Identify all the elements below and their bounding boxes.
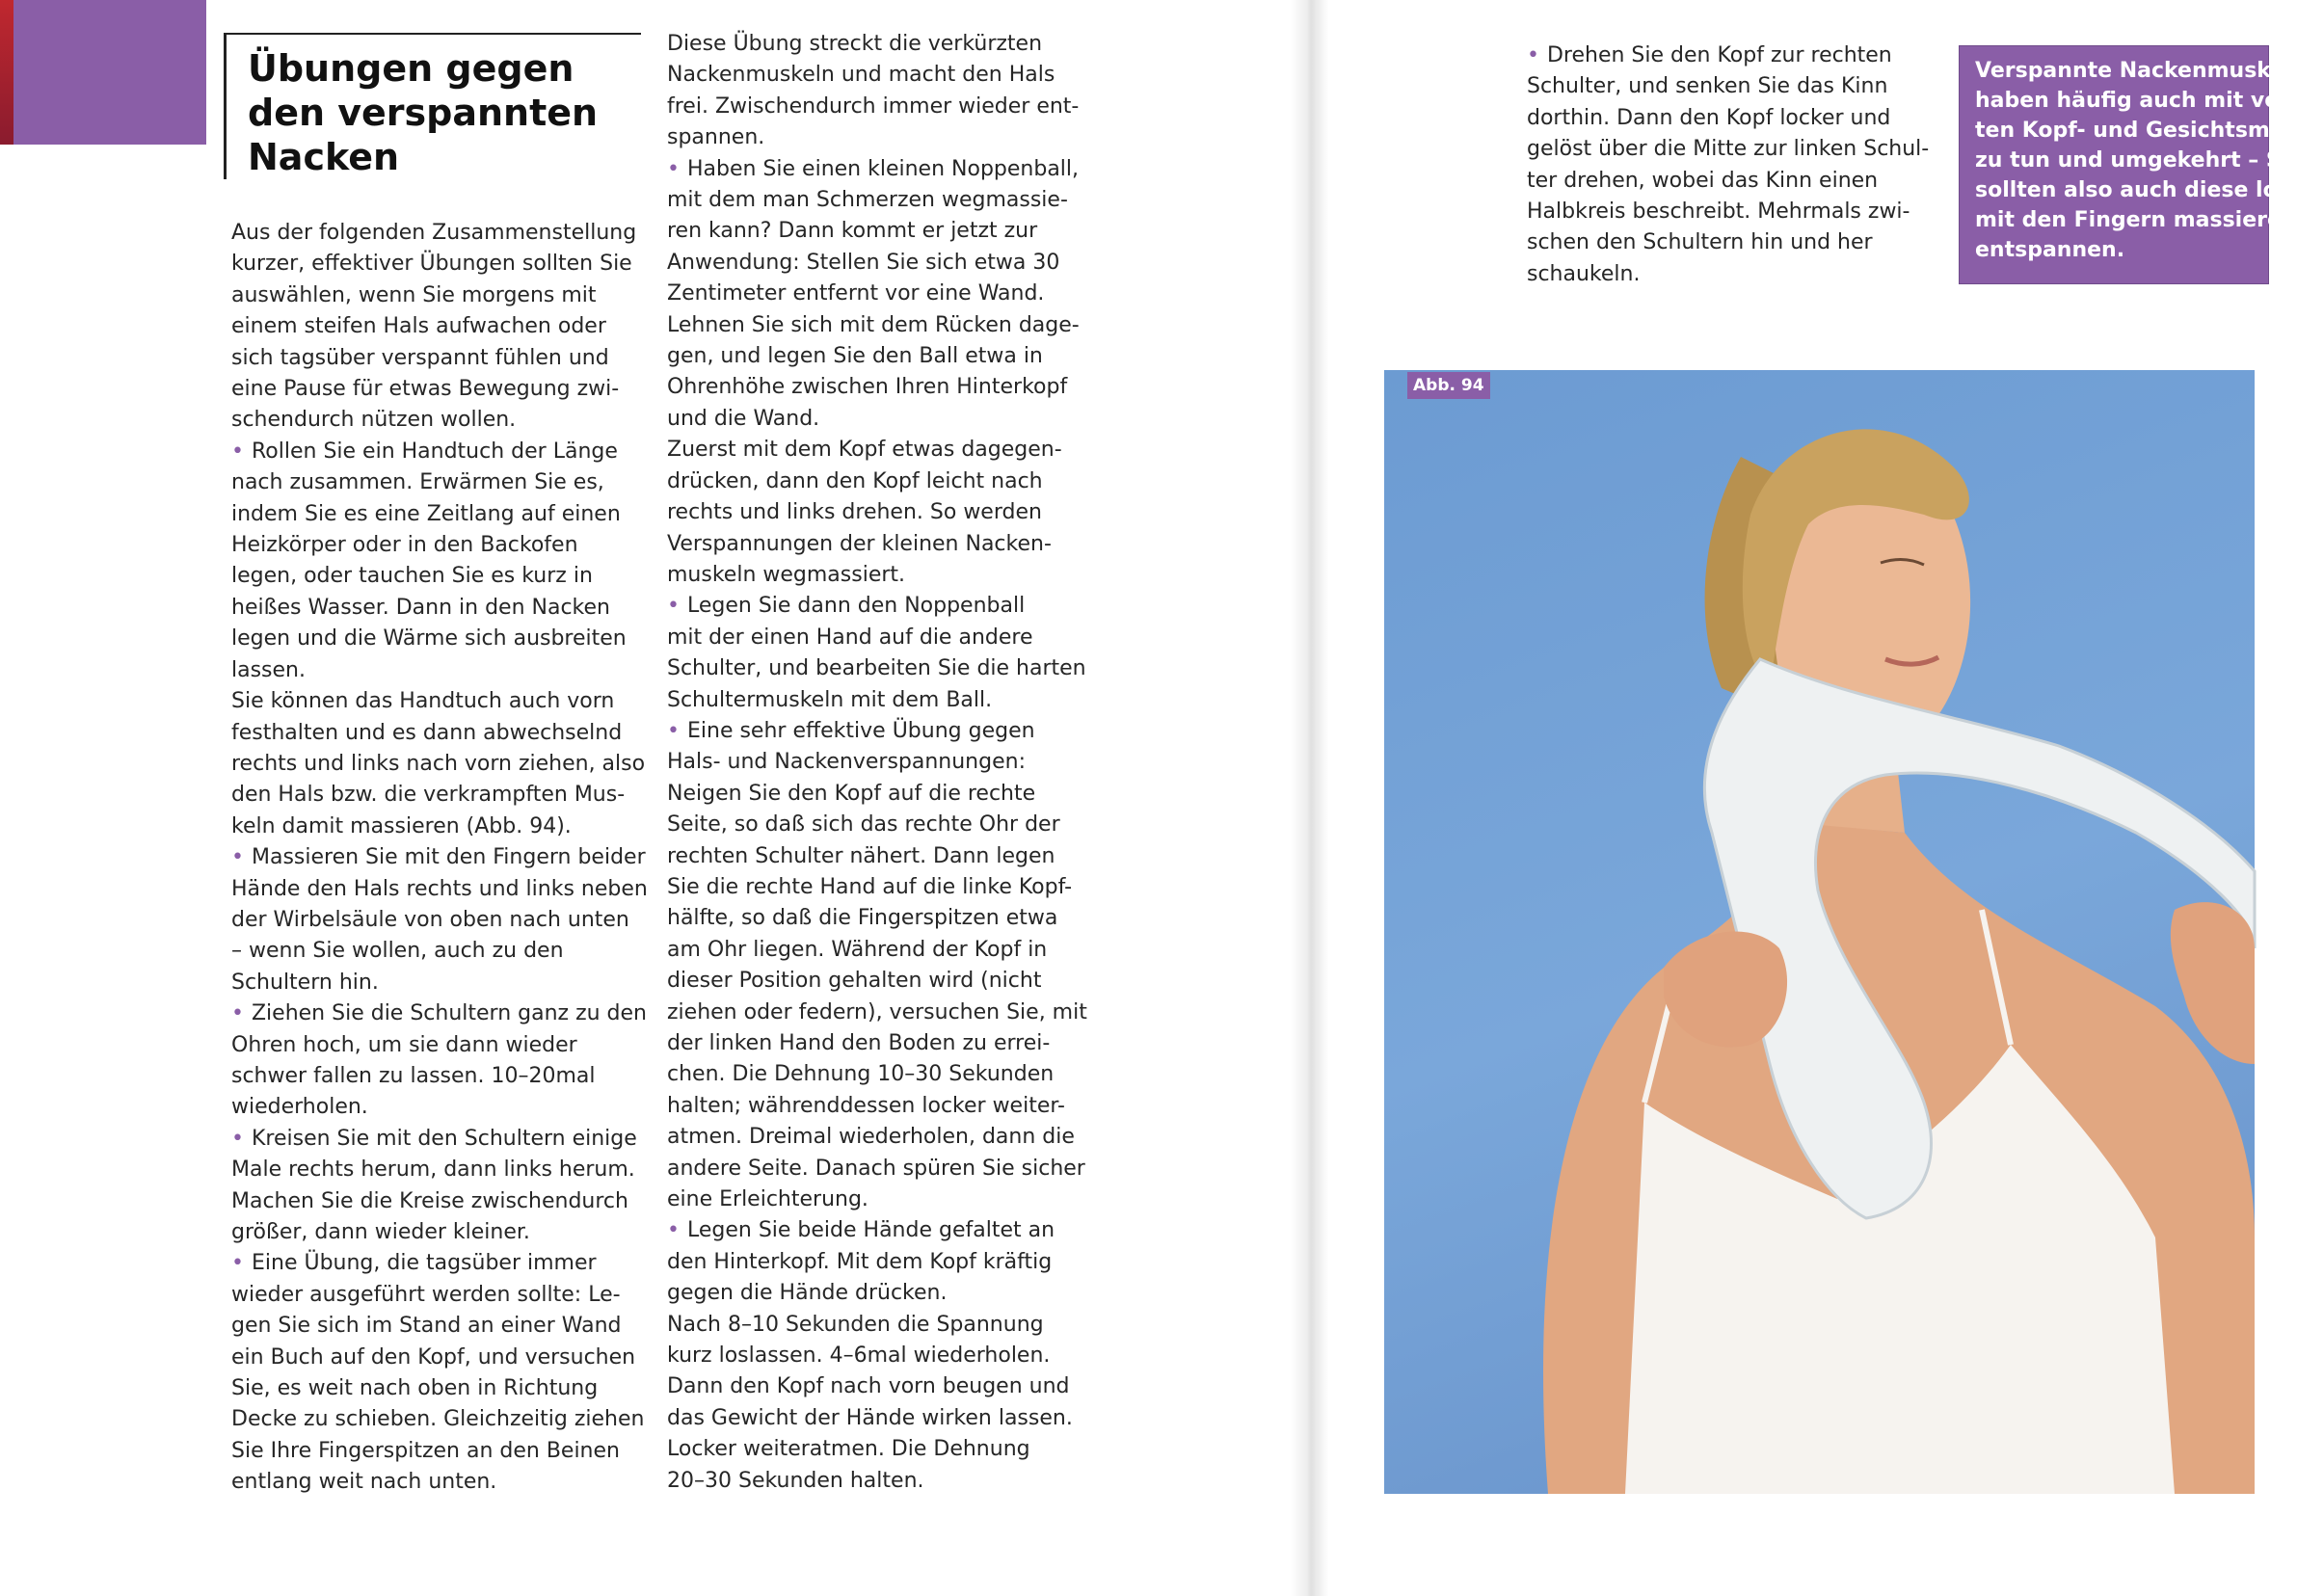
page-fold — [1290, 0, 1328, 1596]
text-line — [231, 624, 636, 654]
line-text: kurz loslassen. 4–6mal wiederholen. — [667, 1343, 1051, 1369]
text-line — [667, 154, 1082, 185]
bullet-icon: • — [667, 156, 680, 181]
text-line — [667, 841, 1082, 872]
bullet-icon: • — [667, 1218, 680, 1243]
text-line — [667, 1154, 1085, 1184]
bullet-icon: • — [667, 594, 680, 619]
corner-color-block — [13, 0, 206, 145]
line-text: Sie die rechte Hand auf die linke Kopf- — [667, 874, 1073, 899]
line-text: Ohrenhöhe zwischen Ihren Hinterkopf — [667, 375, 1068, 400]
line-text: rechts und links drehen. So werden — [667, 500, 1042, 525]
text-line — [1527, 197, 1922, 227]
line-text: heißes Wasser. Dann in den Nacken — [231, 595, 610, 620]
line-text: Sie Ihre Fingerspitzen an den Beinen — [231, 1438, 620, 1463]
text-line — [667, 935, 1082, 966]
line-text: frei. Zwischendurch immer wieder ent- — [667, 93, 1080, 119]
bullet-icon: • — [231, 845, 244, 870]
line-text: Ohren hoch, um sie dann wieder — [231, 1032, 577, 1057]
text-line — [667, 685, 1082, 716]
line-text: Halbkreis beschreibt. Mehrmals zwi- — [1527, 200, 1910, 225]
text-line — [667, 1466, 1082, 1497]
line-text: – wenn Sie wollen, auch zu den — [231, 939, 564, 964]
line-text: Heizkörper oder in den Backofen — [231, 533, 578, 558]
text-line — [231, 374, 636, 405]
line-text: schaukeln. — [1527, 261, 1641, 286]
text-line — [1527, 259, 1922, 290]
text-line — [231, 998, 648, 1029]
line-text: legen und die Wärme sich ausbreiten — [231, 626, 627, 652]
text-line — [231, 780, 636, 811]
text-line — [667, 529, 1082, 560]
line-text: gen Sie sich im Stand an einer Wand — [231, 1314, 622, 1339]
line-text: gelöst über die Mitte zur linken Schul- — [1527, 137, 1930, 162]
line-text: ziehen oder federn), versuchen Sie, mit — [667, 999, 1087, 1024]
line-text: Locker weiteratmen. Die Dehnung — [667, 1437, 1030, 1462]
text-line — [231, 1092, 636, 1123]
line-text: muskeln wegmassiert. — [667, 562, 906, 587]
line-text: Zuerst mit dem Kopf etwas dagegen- — [667, 438, 1062, 463]
page-title: Übungen gegen den verspannten Nacken — [248, 47, 599, 178]
text-line — [231, 530, 636, 561]
text-line — [1527, 134, 1930, 165]
text-line — [667, 435, 1082, 466]
text-line — [667, 497, 1082, 528]
text-line — [667, 716, 1082, 747]
line-text: auswählen, wenn Sie morgens mit — [231, 282, 597, 307]
text-line — [667, 466, 1082, 497]
line-text: 20–30 Sekunden halten. — [667, 1468, 924, 1493]
text-line — [231, 655, 636, 686]
line-text: Zentimeter entfernt vor eine Wand. — [667, 281, 1045, 306]
line-text: andere Seite. Danach spüren Sie sicher — [667, 1156, 1085, 1181]
callout-line: ten Kopf- und Gesichtsmu — [1975, 119, 2285, 143]
line-text: keln damit massieren (Abb. 94). — [231, 813, 572, 838]
line-text: eine Erleichterung. — [667, 1187, 868, 1212]
line-text: der Wirbelsäule von oben nach unten — [231, 907, 629, 932]
text-line — [667, 560, 1082, 591]
line-text: schwer fallen zu lassen. 10–20mal — [231, 1063, 596, 1088]
text-line — [667, 1122, 1082, 1153]
line-text: Massieren Sie mit den Fingern beider — [251, 845, 646, 870]
callout-text — [1975, 56, 2297, 265]
callout-line: haben häufig auch mit ve — [1975, 89, 2280, 113]
text-column-2 — [667, 29, 1087, 1497]
text-line — [667, 372, 1082, 403]
line-text: gegen die Hände drücken. — [667, 1281, 948, 1306]
text-line — [231, 968, 636, 998]
line-text: Nach 8–10 Sekunden die Spannung — [667, 1312, 1044, 1337]
text-line — [667, 248, 1082, 279]
line-text: den Hals bzw. die verkrampften Mus- — [231, 783, 626, 808]
text-line — [667, 1091, 1082, 1122]
line-text: kurzer, effektiver Übungen sollten Sie — [231, 252, 632, 277]
text-line — [231, 561, 636, 592]
text-line — [667, 122, 1082, 153]
text-line — [667, 779, 1082, 810]
bullet-icon: • — [231, 1126, 244, 1151]
text-line — [231, 874, 648, 905]
text-line — [667, 404, 1082, 435]
line-text: wiederholen. — [231, 1095, 368, 1120]
text-line — [667, 29, 1082, 60]
text-line — [667, 591, 1082, 622]
line-text: Aus der folgenden Zusammenstellung — [231, 221, 637, 245]
line-text: wieder ausgeführt werden sollte: Le- — [231, 1282, 621, 1307]
line-text: der linken Hand den Boden zu errei- — [667, 1031, 1051, 1055]
line-text: sich tagsüber verspannt fühlen und — [231, 345, 609, 370]
text-line — [667, 279, 1082, 309]
line-text: legen, oder tauchen Sie es kurz in — [231, 564, 593, 589]
text-line — [231, 1124, 636, 1155]
text-line — [231, 718, 636, 749]
text-line — [231, 218, 636, 249]
line-text: Machen Sie die Kreise zwischendurch — [231, 1188, 628, 1213]
text-line — [231, 1373, 636, 1404]
text-line — [231, 1436, 636, 1467]
line-text: Schultermuskeln mit dem Ball. — [667, 687, 993, 712]
text-line — [667, 966, 1082, 997]
line-text: dorthin. Dann den Kopf locker und — [1527, 105, 1891, 130]
text-line — [231, 842, 646, 873]
line-text: Drehen Sie den Kopf zur rechten — [1546, 43, 1892, 67]
text-line — [667, 1278, 1082, 1309]
text-line — [231, 405, 636, 436]
line-text: halten; währenddessen locker weiter- — [667, 1093, 1065, 1118]
text-line — [1527, 166, 1922, 197]
line-text: Legen Sie beide Hände gefaltet an — [686, 1218, 1055, 1243]
text-line — [667, 1215, 1082, 1246]
text-line — [1527, 40, 1922, 71]
bullet-icon: • — [231, 1001, 244, 1026]
text-line — [667, 1028, 1082, 1059]
line-text: mit der einen Hand auf die andere — [667, 625, 1033, 650]
line-text: Sie können das Handtuch auch vorn — [231, 689, 615, 714]
text-line — [231, 1311, 636, 1342]
line-text: Legen Sie dann den Noppenball — [686, 594, 1026, 619]
text-line — [1527, 71, 1922, 102]
text-line — [667, 903, 1082, 934]
text-line — [231, 1186, 636, 1217]
line-text: ein Buch auf den Kopf, und versuchen — [231, 1344, 636, 1370]
line-text: rechten Schulter nähert. Dann legen — [667, 843, 1055, 868]
line-text: chen. Die Dehnung 10–30 Sekunden — [667, 1062, 1055, 1087]
text-line — [231, 249, 636, 279]
text-line — [1527, 227, 1922, 258]
text-line — [667, 872, 1082, 903]
figure-photo — [1384, 370, 2255, 1494]
line-text: Seite, so daß sich das rechte Ohr der — [667, 812, 1060, 838]
text-line — [231, 437, 636, 467]
text-line — [231, 280, 636, 311]
line-text: Schulter, und senken Sie das Kinn — [1527, 74, 1888, 99]
text-line — [1527, 103, 1922, 134]
text-line — [231, 1217, 636, 1248]
text-line — [231, 1343, 636, 1373]
line-text: Kreisen Sie mit den Schultern einige — [251, 1126, 637, 1151]
line-text: schendurch nützen wollen. — [231, 408, 517, 433]
callout-line: sollten also auch diese lo — [1975, 178, 2278, 202]
text-line — [231, 499, 636, 530]
text-line — [231, 1155, 636, 1185]
line-text: den Hinterkopf. Mit dem Kopf kräftig — [667, 1249, 1053, 1274]
text-line — [667, 1310, 1082, 1341]
text-line — [667, 310, 1082, 341]
line-text: lassen. — [231, 657, 306, 682]
text-line — [667, 998, 1087, 1028]
line-text: mit dem man Schmerzen wegmassie- — [667, 188, 1068, 213]
line-text: entlang weit nach unten. — [231, 1470, 497, 1495]
text-line — [231, 1248, 636, 1279]
info-callout-box — [1960, 46, 2297, 283]
text-line — [667, 1184, 1082, 1215]
line-text: größer, dann wieder kleiner. — [231, 1220, 530, 1244]
bullet-icon: • — [231, 439, 244, 464]
line-text: Sie, es weit nach oben in Richtung — [231, 1376, 599, 1401]
line-text: Decke zu schieben. Gleichzeitig ziehen — [231, 1407, 645, 1432]
text-line — [231, 936, 636, 967]
line-text: eine Pause für etwas Bewegung zwi- — [231, 377, 620, 402]
line-text: Hände den Hals rechts und links neben — [231, 876, 648, 901]
text-line — [231, 905, 636, 936]
bullet-icon: • — [231, 1251, 244, 1276]
line-text: das Gewicht der Hände wirken lassen. — [667, 1405, 1073, 1430]
line-text: Diese Übung streckt die verkürzten — [667, 32, 1043, 56]
figure-label: Abb. 94 — [1407, 372, 1490, 399]
line-text: Nackenmuskeln und macht den Hals — [667, 63, 1055, 88]
text-line — [667, 1247, 1082, 1278]
text-line — [667, 185, 1082, 216]
text-line — [667, 747, 1082, 778]
line-text: atmen. Dreimal wiederholen, dann die — [667, 1125, 1075, 1150]
text-line — [667, 810, 1082, 840]
text-line — [231, 811, 636, 842]
bullet-icon: • — [1527, 43, 1539, 67]
line-text: schen den Schultern hin und her — [1527, 230, 1873, 255]
text-line — [667, 1059, 1082, 1090]
text-line — [231, 343, 636, 374]
line-text: Schultern hin. — [231, 970, 379, 995]
line-text: Eine Übung, die tagsüber immer — [251, 1251, 597, 1276]
title-box — [224, 33, 641, 179]
woman-with-towel-illustration — [1384, 370, 2255, 1494]
text-line — [667, 216, 1082, 247]
line-text: nach zusammen. Erwärmen Sie es, — [231, 470, 604, 495]
line-text: gen, und legen Sie den Ball etwa in — [667, 344, 1043, 369]
line-text: Lehnen Sie sich mit dem Rücken dage- — [667, 312, 1080, 337]
text-line — [231, 467, 636, 498]
line-text: Ziehen Sie die Schultern ganz zu den — [251, 1001, 648, 1026]
bullet-icon: • — [667, 718, 680, 743]
line-text: und die Wand. — [667, 406, 820, 431]
line-text: ter drehen, wobei das Kinn einen — [1527, 168, 1879, 193]
line-text: Anwendung: Stellen Sie sich etwa 30 — [667, 250, 1060, 275]
text-line — [231, 1030, 636, 1061]
callout-line: entspannen. — [1975, 238, 2125, 262]
text-line — [231, 749, 646, 780]
page-edge-strip — [0, 0, 13, 145]
line-text: einem steifen Hals aufwachen oder — [231, 314, 606, 339]
text-line — [667, 1341, 1082, 1371]
text-line — [231, 311, 636, 342]
line-text: Hals- und Nackenverspannungen: — [667, 750, 1026, 775]
line-text: Haben Sie einen kleinen Noppenball, — [686, 156, 1080, 181]
text-line — [231, 1467, 636, 1498]
line-text: Schulter, und bearbeiten Sie die harten — [667, 656, 1086, 681]
line-text: Dann den Kopf nach vorn beugen und — [667, 1374, 1070, 1399]
text-line — [667, 92, 1082, 122]
callout-line: Verspannte Nackenmuske — [1975, 59, 2285, 83]
line-text: Male rechts herum, dann links herum. — [231, 1157, 635, 1183]
text-line — [667, 653, 1086, 684]
text-line — [231, 1280, 636, 1311]
text-line — [231, 593, 636, 624]
line-text: Neigen Sie den Kopf auf die rechte — [667, 781, 1036, 806]
line-text: Rollen Sie ein Handtuch der Länge — [251, 439, 618, 464]
text-line — [667, 623, 1082, 653]
line-text: spannen. — [667, 125, 765, 150]
text-line — [667, 1403, 1082, 1434]
line-text: rechts und links nach vorn ziehen, also — [231, 751, 646, 776]
text-line — [667, 1434, 1082, 1465]
text-line — [231, 686, 636, 717]
line-text: Verspannungen der kleinen Nacken- — [667, 531, 1052, 556]
line-text: indem Sie es eine Zeitlang auf einen — [231, 501, 621, 526]
line-text: hälfte, so daß die Fingerspitzen etwa — [667, 906, 1058, 931]
text-line — [231, 1061, 636, 1092]
text-line — [667, 341, 1082, 372]
text-line — [231, 1404, 645, 1435]
text-line — [667, 60, 1082, 91]
text-column-1 — [231, 218, 648, 1499]
line-text: Eine sehr effektive Übung gegen — [686, 718, 1035, 743]
line-text: drücken, dann den Kopf leicht nach — [667, 468, 1043, 493]
line-text: ren kann? Dann kommt er jetzt zur — [667, 219, 1038, 244]
line-text: am Ohr liegen. Während der Kopf in — [667, 937, 1048, 962]
line-text: dieser Position gehalten wird (nicht — [667, 969, 1042, 994]
callout-line: mit den Fingern massieren — [1975, 208, 2297, 232]
text-column-3 — [1527, 40, 1930, 290]
callout-line: zu tun und umgekehrt – S — [1975, 148, 2282, 173]
line-text: festhalten und es dann abwechselnd — [231, 720, 623, 745]
text-line — [667, 1371, 1082, 1402]
